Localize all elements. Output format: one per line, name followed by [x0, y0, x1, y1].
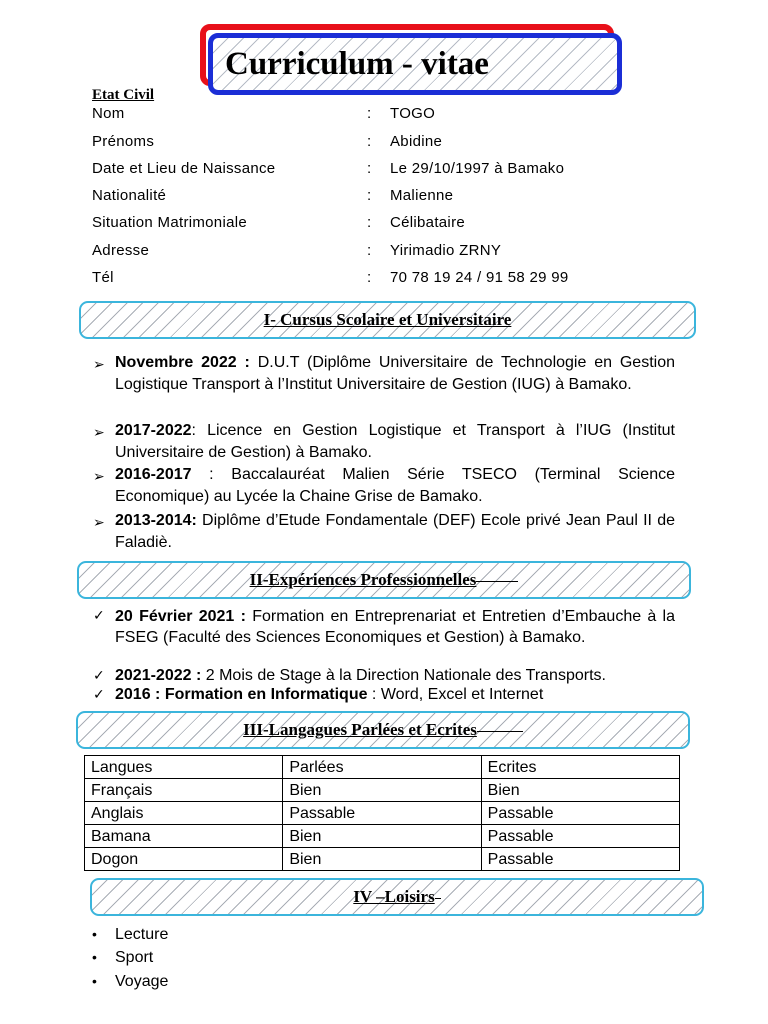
- civil-row-naissance: [92, 159, 712, 179]
- civil-value: Abidine: [390, 133, 443, 150]
- table-cell: Passable: [481, 802, 679, 825]
- list-item: • Lecture: [92, 926, 169, 943]
- table-cell: Bamana: [85, 825, 283, 848]
- table-header-cell: Ecrites: [481, 756, 679, 779]
- check-bullet-icon: ✓: [93, 686, 105, 702]
- arrow-bullet-icon: ➢: [93, 356, 105, 372]
- table-row: [85, 848, 680, 871]
- list-item: 20 Février 2021 : Formation en Entreprenariat et Entretien d’Embauche à la FSEG (Faculté des Sciences Economiques et Gestion) à Bamako.: [115, 608, 676, 646]
- table-cell: Bien: [283, 848, 481, 871]
- section-title: III-Langagues Parlées et Ecrites: [78, 713, 688, 747]
- civil-row-situation: [92, 213, 712, 233]
- table-header-cell: Langues: [85, 756, 283, 779]
- civil-row-prenoms: [92, 132, 712, 152]
- civil-label: Prénoms: [92, 133, 155, 150]
- list-item: 2017-2022: Licence en Gestion Logistique et Transport à l’IUG (Institut Universitaire de Gestion) à Bamako.: [115, 422, 675, 461]
- civil-label: Date et Lieu de Naissance: [92, 160, 276, 177]
- civil-separator: :: [367, 242, 372, 259]
- etat-civil-heading: Etat Civil: [92, 87, 155, 103]
- check-bullet-icon: ✓: [93, 607, 105, 623]
- civil-separator: :: [367, 187, 372, 204]
- civil-separator: :: [367, 105, 372, 122]
- table-cell: Passable: [283, 802, 481, 825]
- table-header-row: [85, 756, 680, 779]
- arrow-bullet-icon: ➢: [93, 468, 105, 484]
- table-cell: Passable: [481, 848, 679, 871]
- list-item: • Sport: [92, 949, 154, 966]
- table-row: [85, 825, 680, 848]
- list-item: • Voyage: [92, 973, 169, 990]
- civil-value: TOGO: [390, 105, 436, 122]
- section-banner-loisirs: [90, 878, 704, 916]
- table-cell: Dogon: [85, 848, 283, 871]
- civil-row-adresse: [92, 241, 712, 261]
- section-banner-cursus: [79, 301, 696, 339]
- table-cell: Bien: [481, 779, 679, 802]
- bullet-icon: •: [92, 949, 97, 965]
- title-frame: [208, 33, 622, 95]
- table-cell: Anglais: [85, 802, 283, 825]
- civil-label: Nom: [92, 105, 125, 122]
- list-item: 2016-2017 : Baccalauréat Malien Série TSECO (Terminal Science Economique) au Lycée la Chaine Grise de Bamako.: [115, 466, 675, 505]
- civil-value: Le 29/10/1997 à Bamako: [390, 160, 565, 177]
- civil-separator: :: [367, 133, 372, 150]
- list-item: Novembre 2022 : D.U.T (Diplôme Universitaire de Technologie en Gestion Logistique Transport à l’Institut Universitaire de Gestion (IUG) à Bamako.: [115, 354, 676, 393]
- civil-value: 70 78 19 24 / 91 58 29 99: [390, 269, 569, 286]
- civil-label: Situation Matrimoniale: [92, 214, 248, 231]
- section-title: IV –Loisirs: [92, 880, 702, 914]
- section-title: II-Expériences Professionnelles: [79, 563, 689, 597]
- table-header-cell: Parlées: [283, 756, 481, 779]
- page-title: Curriculum - vitae: [225, 46, 489, 82]
- civil-separator: :: [367, 269, 372, 286]
- table-cell: Français: [85, 779, 283, 802]
- civil-label: Nationalité: [92, 187, 167, 204]
- list-item: 2021-2022 : 2 Mois de Stage à la Direction Nationale des Transports.: [115, 667, 606, 684]
- table-row: [85, 802, 680, 825]
- civil-label: Adresse: [92, 242, 150, 259]
- civil-value: Célibataire: [390, 214, 466, 231]
- table-cell: Bien: [283, 779, 481, 802]
- section-title: I- Cursus Scolaire et Universitaire: [263, 310, 512, 329]
- table-row: [85, 779, 680, 802]
- table-cell: Bien: [283, 825, 481, 848]
- check-bullet-icon: ✓: [93, 667, 105, 683]
- civil-label: Tél: [92, 269, 114, 286]
- arrow-bullet-icon: ➢: [93, 424, 105, 440]
- bullet-icon: •: [92, 973, 97, 989]
- table-cell: Passable: [481, 825, 679, 848]
- civil-value: Malienne: [390, 187, 454, 204]
- list-item: 2016 : Formation en Informatique : Word, Excel et Internet: [115, 686, 544, 703]
- arrow-bullet-icon: ➢: [93, 514, 105, 530]
- civil-row-nom: [92, 104, 712, 124]
- civil-separator: :: [367, 160, 372, 177]
- civil-row-nationalite: [92, 186, 712, 206]
- civil-value: Yirimadio ZRNY: [390, 242, 502, 259]
- section-banner-langues: [76, 711, 690, 749]
- list-item: 2013-2014: Diplôme d’Etude Fondamentale (DEF) Ecole privé Jean Paul II de Faladiè.: [115, 512, 675, 551]
- civil-row-tel: [92, 268, 712, 288]
- languages-table: [84, 755, 680, 871]
- section-banner-experiences: [77, 561, 691, 599]
- civil-separator: :: [367, 214, 372, 231]
- bullet-icon: •: [92, 926, 97, 942]
